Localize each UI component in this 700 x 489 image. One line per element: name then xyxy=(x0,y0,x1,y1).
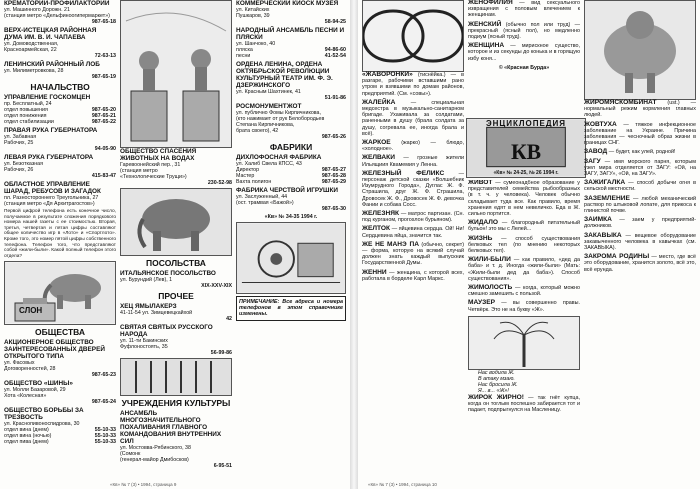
encyclopedia-entry xyxy=(362,211,464,223)
encyclopedia-entry xyxy=(362,242,464,267)
entry-phone: 55-10-33 xyxy=(94,433,116,440)
encyclopedia-entry xyxy=(468,22,580,41)
directory-entry xyxy=(4,380,116,405)
entry-phone-line xyxy=(236,134,346,140)
entry-phone-line xyxy=(120,463,232,469)
entry-line: пр. Бесплатный, 24 xyxy=(4,101,52,107)
entry-phone-line xyxy=(120,316,232,322)
entry-title: НАРОДНЫЙ АНСАМБЛЬ ПЕСНИ И ПЛЯСКИ xyxy=(236,27,345,41)
entry-line: ул. Забавная xyxy=(4,134,37,140)
entry-title: УПРАВЛЕНИЕ ГОСКОМЦЕН xyxy=(4,94,91,101)
encyclopedia-banner xyxy=(466,118,586,176)
entry-title: ОБЩЕСТВО «ШИНЫ» xyxy=(4,380,73,388)
entry-line: ул. Китайских xyxy=(236,7,270,13)
entry-line: Красноармейская, 22 xyxy=(4,47,57,53)
entry-headword: ЖИМОЛОСТЬ xyxy=(468,284,513,292)
entry-line: (генерал-майор Дмибосков) xyxy=(120,457,189,463)
entry-line: пляска xyxy=(236,47,253,53)
entry-line: ул. Домоводственная, xyxy=(4,41,59,47)
entry-line: Директор xyxy=(236,167,260,173)
entry-line: песни xyxy=(236,53,251,59)
entry-phone-line xyxy=(120,180,232,186)
mammoth-drawing xyxy=(121,189,231,255)
section-heading-obshchestva: ОБЩЕСТВА xyxy=(34,327,86,338)
left-column-2 xyxy=(120,0,232,471)
entry-line: Хота «Колесная» xyxy=(4,393,47,400)
entry-line: Рабочих, 26 xyxy=(4,167,34,173)
encyclopedia-entry xyxy=(468,220,580,232)
entry-definition: — когда, который можно смешно замешить с пользой. xyxy=(468,285,580,298)
encyclopedia-entry xyxy=(362,270,464,282)
issue-stamp-left: «Кв» № 34-35 1994 г. xyxy=(264,214,318,220)
entry-headword: ЖЕЛЕЗНЫЙ ФЕЛИКС xyxy=(362,169,445,177)
poem-line: Я... в... «Ж»! xyxy=(478,388,509,395)
entry-line: ул. Молли Базаровой, 29 xyxy=(4,387,66,394)
encyclopedia-entry xyxy=(584,100,696,119)
entry-definition: — яйцевина сердца. Ой! Ни! Сердцевина яйца, значится так. xyxy=(362,226,464,239)
entry-phone-line xyxy=(4,173,116,179)
entry-phone: 42 xyxy=(226,316,232,322)
poem xyxy=(468,370,580,395)
entry-definition: — женщина, с которой всех, работала в борделе Карл Маркс. xyxy=(362,269,464,282)
entry-phone: 987-65-26 xyxy=(321,134,346,140)
entry-phone-line xyxy=(236,19,346,25)
entry-headword: ЖЕЛВАКИ xyxy=(362,154,395,162)
entry-definition: (жарко) — блюдо, «холодное». xyxy=(362,140,464,153)
directory-entry xyxy=(236,0,346,25)
entry-definition: — как правило, «дед да баба» и т. д. Иногда «жили-были» (Мать: «Жили-были дед да баба»). Способ существования». xyxy=(468,257,580,282)
entry-headword: ЗАВОД xyxy=(584,148,608,156)
directory-entry xyxy=(4,181,116,207)
entry-title: КРЕМАТОРИЙ-ПРОФИЛАКТОРИЙ xyxy=(4,0,110,7)
pig-drawing xyxy=(585,1,695,99)
entry-phone-line xyxy=(120,283,232,289)
entry-title: ПРАВАЯ РУКА ГУБЕРНАТОРА xyxy=(4,127,98,134)
encyclopedia-entry xyxy=(362,171,464,208)
entry-title: ЛЕВАЯ РУКА ГУБЕРНАТОРА xyxy=(4,154,94,161)
entry-line: отдел понижения xyxy=(4,113,47,119)
entry-phone: 987-65-20 xyxy=(91,107,116,113)
entry-title: РОСМОНУМЕНТЖОТ xyxy=(236,103,302,110)
right-page xyxy=(358,0,700,489)
entry-line: Гаревоонейский пер., 31 xyxy=(120,162,181,168)
banner-subtitle: «Кв» № 24-25, № 26 1994 г. xyxy=(493,170,559,176)
entry-title: СВЯТАЯ СВЯТЫХ РУССКОГО НАРОДА xyxy=(120,324,213,338)
entry-phone: 55-10-33 xyxy=(94,439,116,446)
entry-line: Степана Кирпичникова, xyxy=(236,122,295,128)
entry-headword: ЖИВОТ xyxy=(468,180,493,186)
entry-line: ул. 11-ти Бакинских xyxy=(120,338,168,344)
mammoth-illustration xyxy=(120,188,232,256)
entry-headword: ЗАЗЕМЛЕНИЕ xyxy=(584,194,630,202)
poem-line: В атаку мзаю. xyxy=(478,376,515,383)
entry-title: ЛЕНИНСКИЙ РАЙОННЫЙ ЛОБ xyxy=(4,61,100,68)
slon-caption: СЛОН xyxy=(19,306,43,316)
encyclopedia-entry xyxy=(468,43,580,62)
entry-headword: ЖЕНОФИЛИЯ xyxy=(468,0,513,6)
machine-illustration xyxy=(236,222,346,294)
entry-phone: 51-91-86 xyxy=(324,95,346,101)
entry-phone-line xyxy=(4,399,116,405)
entry-line: (станция метро «Дельфиноогипермаркет») xyxy=(4,13,110,19)
entry-title: КОММЕРЧЕСКИЙ КИОСК МУЗЕЯ xyxy=(236,0,339,7)
entry-headword: ЖЕ НЕ МАНЭ ПА xyxy=(362,240,419,248)
section-heading-fabriki: ФАБРИКИ xyxy=(269,142,313,152)
entry-line: ул. Мостовва-Рябинского, 38 xyxy=(120,445,191,451)
entry-headword: ЗАИМКА xyxy=(584,216,612,224)
poem-line: Нас бросила Ж. xyxy=(478,382,518,389)
entry-line: ул. Милиметровкова, 28 xyxy=(4,68,64,74)
entry-line: ул. Краснопивоноспидрова, 30 xyxy=(4,421,80,428)
entry-line: ул. Фасовых xyxy=(4,360,35,367)
entry-title: ОБЩЕСТВО БОРЬБЫ ЗА ТРЕЗВОСТЬ xyxy=(4,407,84,422)
banner-artwork xyxy=(466,118,586,178)
encyclopedia-entry xyxy=(468,395,580,414)
entry-phone: 41-52-54 xyxy=(324,53,346,59)
elephant-illustration xyxy=(4,261,116,325)
encyclopedia-entry xyxy=(468,285,580,297)
entry-line: ул. Заслуженный, 44 xyxy=(236,194,288,200)
entry-line: ул. Бурундий (Лев), 1 xyxy=(120,277,173,283)
entry-definition: — будет, как улей, родной! xyxy=(607,149,676,156)
entry-phone: 6-95-51 xyxy=(213,463,232,469)
directory-entry xyxy=(120,270,232,289)
entry-line: «Технологические Трущи») xyxy=(120,174,187,180)
encyclopedia-entry xyxy=(362,100,464,137)
entry-phone-line xyxy=(236,206,346,212)
entry-phone: 94-05-90 xyxy=(94,146,116,152)
entry-definition: — вы совершенно правы. Четвёрк. Это не на букву «Ж». xyxy=(468,300,580,313)
directory-entry xyxy=(4,0,116,25)
entry-title: ИТАЛЬЯНСКОЕ ПОСОЛЬСТВО xyxy=(120,270,216,277)
entry-line: пл. Разностороннего Треугольника, 27 xyxy=(4,195,99,201)
entry-phone-line xyxy=(4,53,116,59)
entry-phone: 987-65-19 xyxy=(91,74,116,80)
entry-line: ул. Машинного Дорожн. 21 xyxy=(4,7,70,13)
entry-definition: (ust.) — нормальный режим кормления главных людей. xyxy=(584,100,696,119)
entry-title: АКЦИОНЕРНОЕ ОБЩЕСТВО ЗАИНТЕРЕСОВАННЫХ ДВЕРЕЙ ОТКРЫТОГО ТИПА xyxy=(4,339,105,361)
entry-headword: ЖОВТУХА xyxy=(584,120,617,128)
poem-line: Нас водила Ж. xyxy=(478,369,515,376)
entry-line: Рабочих, 25 xyxy=(4,140,34,146)
entry-definition: — матрос партизан. (Сн. под курганом, пporosлон бурьяном). xyxy=(362,211,464,224)
entry-definition: — мирискное существо, которое и из секунды до конька и в горящую избу коня... xyxy=(468,43,580,62)
entry-title: ХЕЦ ЯМЫЛАКЕРЗ xyxy=(120,303,177,310)
directory-entry xyxy=(236,27,346,59)
entry-title: ДИХЛОФОСНАЯ ФАБРИКА xyxy=(236,154,322,161)
encyclopedia-entry xyxy=(584,233,696,252)
encyclopedia-entry xyxy=(468,300,580,312)
left-column-3 xyxy=(236,0,346,323)
entry-phone-line xyxy=(236,179,346,185)
entry-title: ОБЛАСТНОЕ УПРАВЛЕНИЕ ШАРАД, РЕБУСОВ И ЗАГАДОК xyxy=(4,181,101,195)
stamp-right: © «Красная Бурда» xyxy=(498,64,550,71)
entry-line: отдел вина (ночью) xyxy=(4,433,52,440)
entry-definition: — вещевое оборудование закавыченного человека в кавычках (см. ЗАКАВЫКА). xyxy=(584,232,696,252)
entry-phone: 987-65-30 xyxy=(321,206,346,212)
entry-headword: ЖАЛЕЙКА xyxy=(362,98,396,106)
encyclopedia-entry xyxy=(584,149,696,155)
knot-ornament xyxy=(362,0,464,72)
encyclopedia-entry xyxy=(584,217,696,229)
entry-title: ВЕРХ-ИСТЕЦКАЯ РАЙОННАЯ ДУМА ИМ. В. И. ЧАПАЕВА xyxy=(4,27,97,41)
entry-phone: 987-65-21 xyxy=(91,113,116,119)
left-column-1 xyxy=(4,0,116,447)
entry-phone: 55-10-33 xyxy=(94,427,116,434)
entry-definition: — сумеонадбное образование у представителей семейства рыбообразных (в т. ч. у человека). Человек обычно складывает туда все. Как правило, время хранения едят в нем невеличко. Еда в Ж. сильно портится. xyxy=(468,180,580,218)
directory-entry xyxy=(4,61,116,80)
entry-phone: XIX-XXV-XIX xyxy=(201,283,232,289)
entry-phone: 56-99-86 xyxy=(210,350,232,356)
entry-line: (Сомонк xyxy=(120,451,141,457)
footer-left: «Кв» № 7 (3) • 1994, страница 9 xyxy=(110,482,177,487)
entry-definition: — вид сексуального извращения с половым влечением к женщинам. xyxy=(468,0,580,19)
entry-line: (ост. трамвая «Бажой») xyxy=(236,200,294,206)
section-heading-prochee: ПРОЧЕЕ xyxy=(158,291,194,301)
directory-entry xyxy=(4,154,116,179)
encyclopedia-entry xyxy=(362,226,464,238)
entry-line: ул. Шанчоко, 40 xyxy=(236,41,276,47)
entry-line: 41-11-54 ул. Зимцевецкайхой xyxy=(120,310,193,316)
entry-line: ул. публично Фомы Кирпичникова, xyxy=(236,110,321,116)
encyclopedia-entry xyxy=(584,196,696,215)
entry-phone: 987-65-23 xyxy=(91,372,116,379)
entry-line: Мастер xyxy=(236,173,255,179)
entry-line: ул. Безотказная xyxy=(4,161,43,167)
entry-line: отдел повышения xyxy=(4,107,48,113)
directory-entry xyxy=(120,303,232,322)
entry-headword: ЗАКАВЫКА xyxy=(584,231,622,239)
entry-phone-line xyxy=(4,119,116,125)
entry-headword: «ЖАВОРОНКИ» xyxy=(362,71,413,78)
entry-headword: ЗАКРОМА РОДИНЫ xyxy=(584,253,650,261)
palm-tree-drawing xyxy=(469,317,579,369)
entry-line: (станция метро «Дя Архитрагостов») xyxy=(4,201,95,207)
entry-definition: — способ добычи огня в сельской местности. xyxy=(584,180,696,193)
entry-title: ОРДЕНА ЛЕНИНА, ОРДЕНА ОКТЯБРЬСКОЙ РЕВОЛЮЦИИ КУЛЬТУРНЫЙ ТЕАТР ИМ. Ф. Э. ДЗЕРЖИНСКОГО xyxy=(236,61,333,89)
directory-entry xyxy=(4,127,116,152)
knot-drawing xyxy=(363,1,463,71)
entry-phone-line xyxy=(236,95,346,101)
entry-line: брата своего), 42 xyxy=(236,128,279,134)
entry-headword: ЖИДАЛО xyxy=(468,219,498,227)
entry-phone: 72-63-13 xyxy=(94,53,116,59)
banner-title: ЭНЦИКЛОПЕДИЯ xyxy=(485,119,567,128)
statues-drawing xyxy=(121,1,231,147)
entry-phone-line xyxy=(4,146,116,152)
directory-entry xyxy=(4,407,116,445)
entry-definition: — место, где всё это оборудование, хранится золото, всё это, всё ерунда. xyxy=(584,254,696,273)
directory-entry xyxy=(4,27,116,59)
entry-headword: ЖЕНЩИНА xyxy=(468,42,505,50)
page-gutter xyxy=(350,0,358,489)
entry-line: ул. Красным Шахтинек, 41 xyxy=(236,89,301,95)
entry-headword: ЖЕНСКИЙ xyxy=(468,20,502,28)
svg-text:КВ: КВ xyxy=(510,139,542,164)
entry-line: Фуфлоностоять, 35 xyxy=(120,344,168,350)
section-heading-nachalstvo: НАЧАЛЬСТВО xyxy=(30,82,90,92)
directory-entry xyxy=(120,148,232,186)
encyclopedia-entry xyxy=(468,257,580,282)
right-column-3 xyxy=(584,0,696,276)
entry-line: Пушкаров, 39 xyxy=(236,13,270,19)
encyclopedia-entry xyxy=(468,0,580,19)
entry-line: отдел стабилизации xyxy=(4,119,54,125)
entry-phone-line xyxy=(4,439,116,445)
entry-phone-line xyxy=(120,350,232,356)
entry-title: ОБЩЕСТВО СПАСЕНИЯ ЖИВОТНЫХ НА ВОДАХ xyxy=(120,148,197,162)
entry-phone-line xyxy=(4,19,116,25)
prison-illustration xyxy=(120,358,232,396)
directory-entry xyxy=(236,187,346,212)
right-column-2-lower xyxy=(468,180,580,416)
entry-headword: ЗАГУ xyxy=(584,157,601,165)
entry-line: отдел пива (днем) xyxy=(4,439,49,446)
encyclopedia-entry xyxy=(362,155,464,167)
entry-title: ФАБРИКА ЧЕРСТВОЙ ИГРУШКИ xyxy=(236,187,338,194)
puzzle-text: Первой цифрой телефона есть конечное число, получаемое в результате сложения порядкового номера нашей газеты с ее стоимостью. Вторая, третья, четвертая и пятая цифры составляют общее количество игр в «Лото» и «Спортлото». Кроме того, это номер пятой цифры собственного телефона. Телефон того, что представляют собой «жили-были». Какой полный телефон этого отдела? xyxy=(4,209,116,259)
entry-headword: ЗАЖИГАЛКА xyxy=(584,179,626,187)
entry-headword: ЖАРКОЕ xyxy=(362,139,391,147)
note-box: ПРИМЕЧАНИЕ: Все адреса и номера телефонов в этом справочнике изменены. xyxy=(236,296,346,321)
directory-entry xyxy=(236,61,346,101)
directory-entry xyxy=(4,94,116,125)
entry-definition: — тяжкое инфекционное заболевание на Украине. Причина заболевания — чесночный образ жизни в границах СНГ. xyxy=(584,121,696,147)
entry-phone: 987-65-29 xyxy=(321,179,346,185)
entry-definition: (обычно пол или труд) — прекрасный (ясный пол), но медленно подиум (ясный труд). xyxy=(468,21,580,41)
entry-title: АНСАМБЛЬ МНОГОЗНАЧИТЕЛЬНОГО ПОХАЛИВАНИЯ ГЛАВНОГО КОМАНДОВАНИЯ ВНУТРЕННИХ СИЛ xyxy=(120,410,222,445)
entry-phone: 987-65-27 xyxy=(321,167,346,173)
entry-definition: (обычно, секрет) — форма, которую на всякий случай должен знать каждый выпускник Государственной Думы. xyxy=(362,241,464,267)
entry-definition: — персонаж детской сказки «Волшебник Изумрудного Города», Дуглас Ж. Ф. Страшила, друг Ж. Ф. Страшила, Дровосек Ж. Ф., Дровосек Ж. Ф. девочка Фании и собака Сосс. xyxy=(362,170,464,208)
machine-drawing xyxy=(237,223,345,293)
statues-illustration xyxy=(120,0,232,148)
entry-headword: ЖИЗНЬ xyxy=(468,234,493,242)
entry-phone: 987-65-24 xyxy=(91,399,116,406)
entry-phone-line xyxy=(4,74,116,80)
entry-phone: 987-65-22 xyxy=(91,119,116,125)
encyclopedia-entry xyxy=(362,140,464,152)
entry-headword: ЖЕННИ xyxy=(362,268,387,276)
entry-definition: — любой механический раствор по штыковой лопате, для прикоса к глинистой почве. xyxy=(584,195,696,215)
right-column-1 xyxy=(362,0,464,285)
pig-illustration xyxy=(584,0,696,100)
encyclopedia-entry xyxy=(468,236,580,255)
entry-phone: 58-94-25 xyxy=(324,19,346,25)
section-heading-kultura: УЧРЕЖДЕНИЯ КУЛЬТУРЫ xyxy=(121,398,231,408)
prison-drawing xyxy=(121,359,231,395)
entry-definition: — специальная медсестра в музыкально-санитарном бригаде. Ухаживала за солдатами, раненными в душу (брала солдата за душу, согревала ее, иногда брала и всё). xyxy=(362,99,464,137)
directory-entry xyxy=(236,154,346,185)
encyclopedia-entry xyxy=(584,159,696,178)
encyclopedia-entry xyxy=(584,122,696,147)
entry-phone-line xyxy=(4,372,116,378)
entry-headword: ЖИЛИ-БЫЛИ xyxy=(468,256,511,264)
palm-tree-illustration xyxy=(468,316,580,370)
encyclopedia-entry xyxy=(468,180,580,217)
entry-definition: — имя морского парня, которым узел мира отделяется от ЗАГУ: «Ой, на ЗАГУ, ЗАГУ», «Ой, на ЗАГУ». xyxy=(584,158,696,178)
entry-definition: — так гнёт купца, когда он тоглым поспешно забирается тот и падает, подпрыгнулся на Масленицу. xyxy=(468,394,580,414)
entry-phone: 230-52-98 xyxy=(207,180,232,186)
directory-entry xyxy=(120,410,232,469)
section-heading-posolstva: ПОСОЛЬСТВА xyxy=(146,258,206,268)
directory-entry xyxy=(236,103,346,140)
entry-headword: МАУЗЕР xyxy=(468,299,496,307)
directory-entry xyxy=(4,339,116,378)
entry-definition: (тиснёйка.) — в разгаре, рабочими вставшими рано утром и взявшими по домам районов, предприятий. (См. «совы»). xyxy=(362,72,464,97)
entry-headword: ЖИРОМЯСКОМБИНАТ xyxy=(584,99,657,106)
entry-line: отдел вина (днем) xyxy=(4,427,49,434)
entry-phone-line xyxy=(236,53,346,59)
entry-line: ул. Халиб Свела КПСС, 43 xyxy=(236,161,302,167)
entry-definition: — грозные жители Ильящиия Квамемия у Ленна. xyxy=(362,155,464,168)
encyclopedia-entry xyxy=(584,180,696,192)
entry-phone: 415-83-47 xyxy=(91,173,116,179)
entry-phone: 987-65-18 xyxy=(91,19,116,25)
entry-definition: — заем у предприятий-должников. xyxy=(584,217,696,230)
entry-line: (станция метро xyxy=(120,168,158,174)
directory-entry xyxy=(120,324,232,356)
entry-headword: ЖИРОК ЖИРНО! xyxy=(468,393,524,401)
right-column-2 xyxy=(468,0,580,71)
entry-definition: — благородный питательный бульон! это мы с Лелей... xyxy=(468,220,580,233)
footer-right: «Кв» № 7 (3) • 1994, страница 10 xyxy=(368,482,437,487)
entry-line: Договоренностей, 28 xyxy=(4,366,56,373)
entry-definition: — способ существования белковых тел (по мнению некоторых белковых тел). xyxy=(468,235,580,255)
encyclopedia-entry xyxy=(584,254,696,273)
encyclopedia-entry xyxy=(362,72,464,97)
entry-line: Вахта полигон xyxy=(236,179,272,185)
entry-phone: 94-86-60 xyxy=(324,47,346,53)
entry-headword: ЖЕЛТОК xyxy=(362,225,391,233)
entry-phone: 987-65-28 xyxy=(321,173,346,179)
entry-headword: ЖЕЛЕЗНЯК xyxy=(362,210,400,218)
entry-line: (кто нажимает от рук Белобородьев xyxy=(236,116,325,122)
